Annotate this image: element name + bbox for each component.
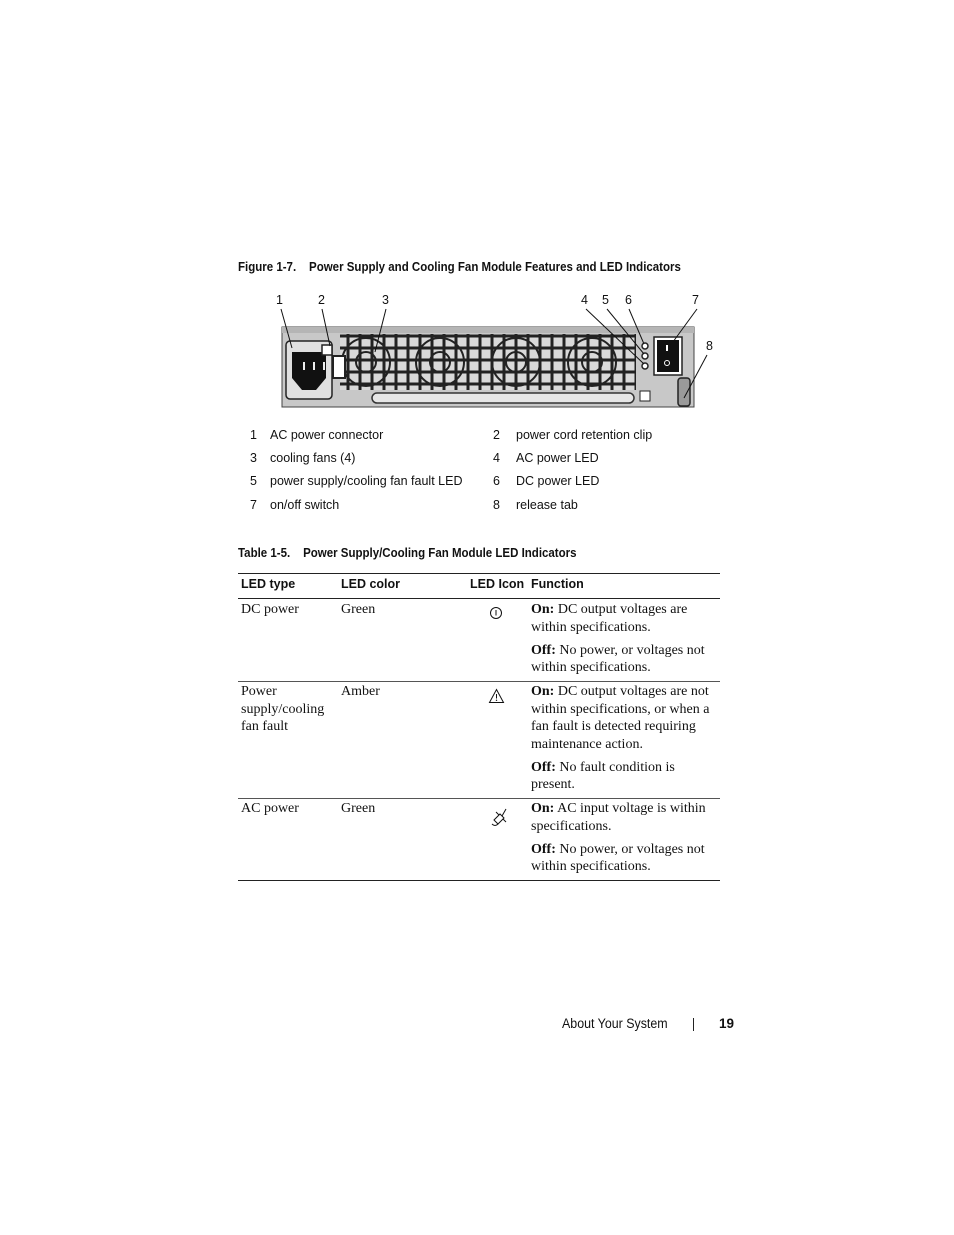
legend-text: release tab (516, 498, 578, 512)
header-led-color: LED color (341, 577, 401, 591)
footer-section-title: About Your System (562, 1016, 668, 1031)
cell-led-type: AC power (241, 801, 299, 816)
figure-number: Figure 1-7. (238, 260, 297, 274)
callout-5: 5 (602, 293, 609, 307)
callout-4: 4 (581, 293, 588, 307)
legend-number: 5 (250, 474, 257, 488)
cell-led-color: Green (341, 602, 376, 617)
table-number: Table 1-5. (238, 546, 291, 560)
table-top-rule (238, 573, 720, 574)
legend-number: 8 (493, 498, 500, 512)
handle-slot (372, 393, 634, 403)
table-caption (238, 546, 577, 560)
callout-2: 2 (318, 293, 325, 307)
legend-text: on/off switch (270, 498, 340, 512)
legend-text: AC power LED (516, 451, 599, 465)
callout-3: 3 (382, 293, 389, 307)
power-supply-illustration (0, 0, 954, 420)
function-on: On: DC output voltages are not within specifications, or when a fan fault is detected requiring maintenance action. (531, 684, 710, 752)
header-rule (238, 598, 720, 599)
callout-8: 8 (706, 339, 713, 353)
legend-item (250, 428, 730, 448)
figure-title: Power Supply and Cooling Fan Module Features and LED Indicators (309, 260, 681, 274)
cell-led-type: Power supply/cooling fan fault (241, 684, 325, 734)
legend-item (250, 474, 730, 494)
cell-function (531, 800, 719, 881)
cord-retention-clip (333, 356, 345, 378)
header-led-type: LED type (241, 577, 296, 591)
legend-text: AC power connector (270, 428, 384, 442)
cell-function (531, 683, 719, 799)
cell-led-type: DC power (241, 602, 299, 617)
legend-text: DC power LED (516, 474, 600, 488)
legend-number: 2 (493, 428, 500, 442)
page-number: 19 (719, 1016, 735, 1031)
function-on: On: DC output voltages are within specifications. (531, 602, 688, 635)
function-on: On: AC input voltage is within specifications. (531, 801, 706, 834)
cell-led-color: Green (341, 801, 376, 816)
ac-power-plug-icon (491, 806, 511, 828)
release-tab (678, 378, 690, 406)
cell-function (531, 601, 719, 682)
function-off: Off: No power, or voltages not within specifications. (531, 841, 705, 874)
legend-text: cooling fans (4) (270, 451, 356, 465)
callout-6: 6 (625, 293, 632, 307)
legend-item (250, 498, 730, 518)
legend-item (250, 451, 730, 471)
warning-triangle-icon (488, 688, 505, 704)
table-title: Power Supply/Cooling Fan Module LED Indicators (303, 546, 577, 560)
dc-power-icon (489, 606, 503, 620)
cell-led-color: Amber (341, 684, 380, 699)
legend-number: 7 (250, 498, 257, 512)
row-rule (238, 681, 720, 682)
legend-number: 1 (250, 428, 257, 442)
status-leds (642, 343, 648, 369)
callout-1: 1 (276, 293, 283, 307)
fan-grille (340, 334, 636, 390)
callout-7: 7 (692, 293, 699, 307)
header-led-icon: LED Icon (470, 577, 525, 591)
legend-number: 6 (493, 474, 500, 488)
function-off: Off: No power, or voltages not within specifications. (531, 642, 705, 675)
table-bottom-rule (238, 880, 720, 881)
function-off: Off: No fault condition is present. (531, 759, 675, 792)
footer-divider (693, 1018, 694, 1031)
legend-number: 4 (493, 451, 500, 465)
row-rule (238, 798, 720, 799)
header-function: Function (531, 577, 584, 591)
legend-text: power cord retention clip (516, 428, 653, 442)
legend-text: power supply/cooling fan fault LED (270, 474, 463, 488)
legend-number: 3 (250, 451, 257, 465)
